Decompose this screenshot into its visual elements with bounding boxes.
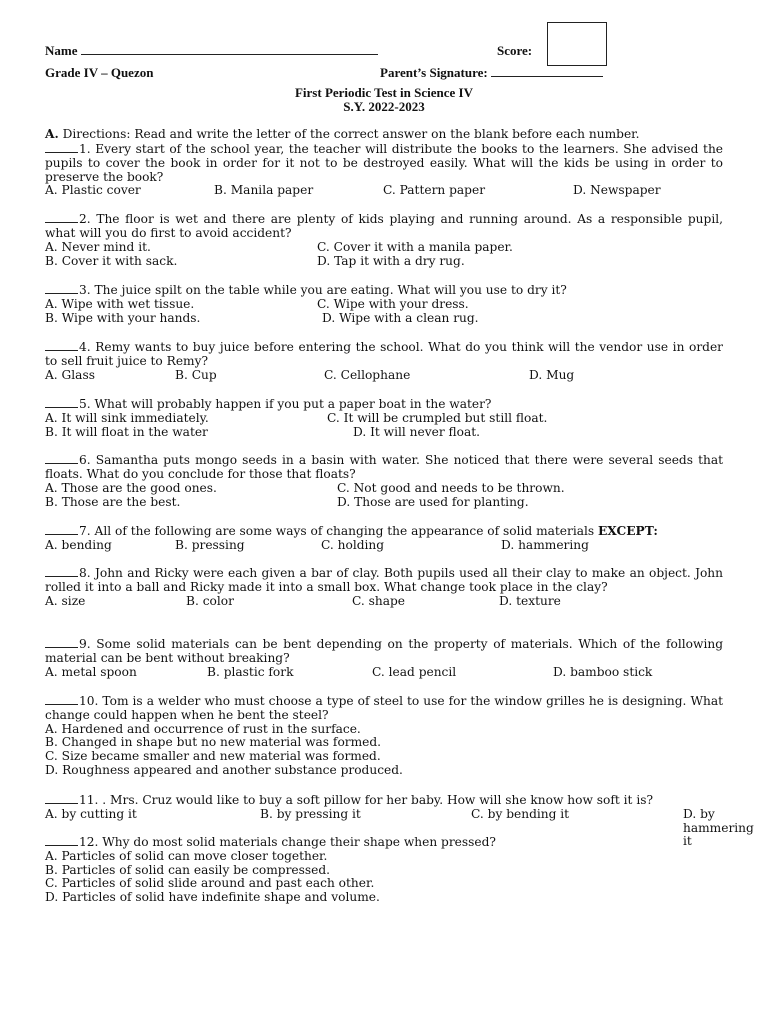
question-5 bbox=[45, 397, 723, 440]
choice: A. Those are the good ones. bbox=[45, 480, 217, 495]
question-text: Every start of the school year, the teacher will distribute the books to the learners. She advised the pupils to cover the book in order for it not to be destroyed easily. What will the kids be using in order to preserve the book? bbox=[45, 142, 724, 184]
answer-blank[interactable] bbox=[45, 212, 78, 223]
question-9 bbox=[45, 637, 723, 680]
name-label-text: Name bbox=[45, 43, 78, 58]
choice: A. It will sink immediately. bbox=[45, 410, 209, 425]
answer-blank[interactable] bbox=[45, 397, 78, 408]
question-stem bbox=[45, 212, 723, 241]
choice: C. Size became smaller and new material was formed. bbox=[45, 749, 381, 764]
directions-text: Directions: Read and write the letter of the correct answer on the blank before each number. bbox=[62, 127, 640, 141]
choice: B. Cup bbox=[175, 367, 217, 382]
question-stem bbox=[45, 566, 723, 595]
question-text: The juice spilt on the table while you are eating. What will you use to dry it? bbox=[94, 283, 567, 297]
choices-row bbox=[45, 298, 723, 312]
choices-row bbox=[45, 539, 723, 553]
choice: C. Cellophane bbox=[324, 367, 411, 382]
question-number: 2. bbox=[79, 212, 91, 226]
parent-signature-label bbox=[380, 65, 603, 81]
question-number: 6. bbox=[79, 453, 91, 467]
except-keyword: EXCEPT: bbox=[598, 524, 658, 538]
question-stem bbox=[45, 397, 723, 412]
choices-row bbox=[45, 666, 723, 680]
choice: C. Wipe with your dress. bbox=[317, 296, 469, 311]
choices-row bbox=[45, 369, 723, 383]
parent-signature-text: Parent’s Signature: bbox=[380, 65, 488, 80]
question-12 bbox=[45, 835, 723, 905]
choice: D. texture bbox=[499, 593, 561, 608]
choices-row bbox=[45, 241, 723, 255]
choices-row bbox=[45, 496, 723, 510]
answer-blank[interactable] bbox=[45, 340, 78, 351]
question-text: Tom is a welder who must choose a type of steel to use for the window grilles he is designing. What change could happen when he bent the steel? bbox=[45, 694, 723, 722]
question-4 bbox=[45, 340, 723, 383]
choice: D. It will never float. bbox=[353, 424, 481, 439]
choice: D. Wipe with a clean rug. bbox=[322, 310, 479, 325]
choice: A. size bbox=[45, 593, 86, 608]
choice: B. Manila paper bbox=[214, 183, 314, 198]
choice: A. Plastic cover bbox=[45, 183, 141, 198]
question-number: 3. bbox=[79, 283, 91, 297]
question-text: Some solid materials can be bent depending on the property of materials. Which of the following material can be bent without breaking? bbox=[45, 637, 723, 665]
choice: C. Not good and needs to be thrown. bbox=[337, 480, 565, 495]
choice: D. hammering bbox=[501, 537, 589, 552]
question-stem bbox=[45, 637, 723, 666]
choice: D. Particles of solid have indefinite shape and volume. bbox=[45, 890, 380, 905]
choice: D. Newspaper bbox=[573, 183, 661, 198]
choice: C. Particles of solid slide around and past each other. bbox=[45, 876, 375, 891]
choice: B. Those are the best. bbox=[45, 494, 181, 509]
choice: A. Never mind it. bbox=[45, 239, 151, 254]
question-7 bbox=[45, 524, 723, 553]
choice: C. It will be crumpled but still float. bbox=[327, 410, 548, 425]
question-text: What will probably happen if you put a paper boat in the water? bbox=[94, 397, 492, 411]
question-stem bbox=[45, 283, 723, 298]
choices-row bbox=[45, 255, 723, 269]
question-number: 7. bbox=[79, 524, 91, 538]
question-number: 5. bbox=[79, 397, 91, 411]
parent-signature-field[interactable] bbox=[491, 65, 603, 77]
question-number: 11. bbox=[79, 793, 99, 807]
test-title: First Periodic Test in Science IV bbox=[294, 85, 473, 100]
question-8 bbox=[45, 566, 723, 609]
choice: B. Particles of solid can easily be compressed. bbox=[45, 862, 331, 877]
question-text: All of the following are some ways of changing the appearance of solid materials bbox=[94, 524, 595, 538]
answer-blank[interactable] bbox=[45, 793, 78, 804]
choice: B. pressing bbox=[175, 537, 245, 552]
choice: A. Particles of solid can move closer together. bbox=[45, 848, 328, 863]
score-label: Score: bbox=[497, 43, 533, 58]
choice: D. Those are used for planting. bbox=[337, 494, 529, 509]
choice: A. metal spoon bbox=[45, 664, 137, 679]
choices-row bbox=[45, 312, 723, 326]
choice: D. by hammering it bbox=[683, 806, 754, 849]
choice: B. Changed in shape but no new material was formed. bbox=[45, 735, 382, 750]
grade-label: Grade IV – Quezon bbox=[45, 65, 154, 80]
question-number: 4. bbox=[79, 340, 91, 354]
question-stem bbox=[45, 453, 723, 482]
answer-blank[interactable] bbox=[45, 637, 78, 648]
choice: C. Cover it with a manila paper. bbox=[317, 239, 513, 254]
question-text: Why do most solid materials change their shape when pressed? bbox=[102, 835, 496, 849]
choices-row bbox=[45, 184, 723, 198]
choice: A. Glass bbox=[45, 367, 95, 382]
question-2 bbox=[45, 212, 723, 269]
answer-blank[interactable] bbox=[45, 142, 78, 153]
choice: D. Mug bbox=[529, 367, 575, 382]
question-stem bbox=[45, 694, 723, 723]
question-6 bbox=[45, 453, 723, 510]
answer-blank[interactable] bbox=[45, 566, 78, 577]
question-10 bbox=[45, 694, 723, 778]
choices-row bbox=[45, 412, 723, 426]
school-year: S.Y. 2022-2023 bbox=[343, 99, 425, 114]
name-label bbox=[45, 43, 378, 59]
choice: B. color bbox=[186, 593, 234, 608]
question-number: 10. bbox=[79, 694, 99, 708]
choices-row bbox=[45, 595, 723, 609]
choice: A. by cutting it bbox=[45, 806, 137, 821]
choice: C. Pattern paper bbox=[383, 183, 486, 198]
answer-blank[interactable] bbox=[45, 453, 78, 464]
choice: D. bamboo stick bbox=[553, 664, 653, 679]
choice: A. bending bbox=[45, 537, 112, 552]
choice: C. shape bbox=[352, 593, 406, 608]
choices-row bbox=[45, 426, 723, 440]
choice: B. plastic fork bbox=[207, 664, 294, 679]
question-stem bbox=[45, 835, 723, 850]
choice: C. holding bbox=[321, 537, 385, 552]
question-stem bbox=[45, 524, 723, 539]
choice: B. by pressing it bbox=[260, 806, 361, 821]
choice: A. Hardened and occurrence of rust in the surface. bbox=[45, 721, 361, 736]
question-number: 8. bbox=[79, 566, 91, 580]
question-number: 1. bbox=[79, 142, 91, 156]
choice: B. It will float in the water bbox=[45, 424, 208, 439]
question-stem bbox=[45, 340, 723, 369]
answer-blank[interactable] bbox=[45, 694, 78, 705]
question-3 bbox=[45, 283, 723, 326]
question-number: 9. bbox=[79, 637, 91, 651]
question-1 bbox=[45, 142, 723, 198]
choice: D. Roughness appeared and another substance produced. bbox=[45, 762, 403, 777]
choice: B. Wipe with your hands. bbox=[45, 310, 201, 325]
name-field[interactable] bbox=[81, 43, 378, 55]
choice: A. Wipe with wet tissue. bbox=[45, 296, 195, 311]
choice: D. Tap it with a dry rug. bbox=[317, 253, 465, 268]
answer-blank[interactable] bbox=[45, 283, 78, 294]
question-stem bbox=[45, 142, 723, 184]
section-letter: A. bbox=[45, 127, 59, 141]
score-box[interactable] bbox=[547, 22, 607, 66]
answer-blank[interactable] bbox=[45, 524, 78, 535]
directions bbox=[45, 128, 723, 142]
choice: B. Cover it with sack. bbox=[45, 253, 178, 268]
answer-blank[interactable] bbox=[45, 835, 78, 846]
choices-row bbox=[45, 482, 723, 496]
choice: C. by bending it bbox=[471, 806, 570, 821]
question-text: The floor is wet and there are plenty of kids playing and running around. As a responsible pupil, what will you do first to avoid accident? bbox=[45, 212, 723, 240]
question-text: Samantha puts mongo seeds in a basin with water. She noticed that there were several seeds that floats. What do you conclude for those that floats? bbox=[45, 453, 724, 481]
choice: C. lead pencil bbox=[372, 664, 457, 679]
question-text: Remy wants to buy juice before entering the school. What do you think will the vendor use in order to sell fruit juice to Remy? bbox=[45, 340, 724, 368]
question-text: John and Ricky were each given a bar of clay. Both pupils used all their clay to make an object. John rolled it into a ball and Ricky made it into a small box. What change took place in the clay? bbox=[45, 566, 724, 594]
question-number: 12. bbox=[79, 835, 99, 849]
question-stem bbox=[45, 793, 723, 808]
question-text: . Mrs. Cruz would like to buy a soft pillow for her baby. How will she know how soft it is? bbox=[102, 793, 654, 807]
